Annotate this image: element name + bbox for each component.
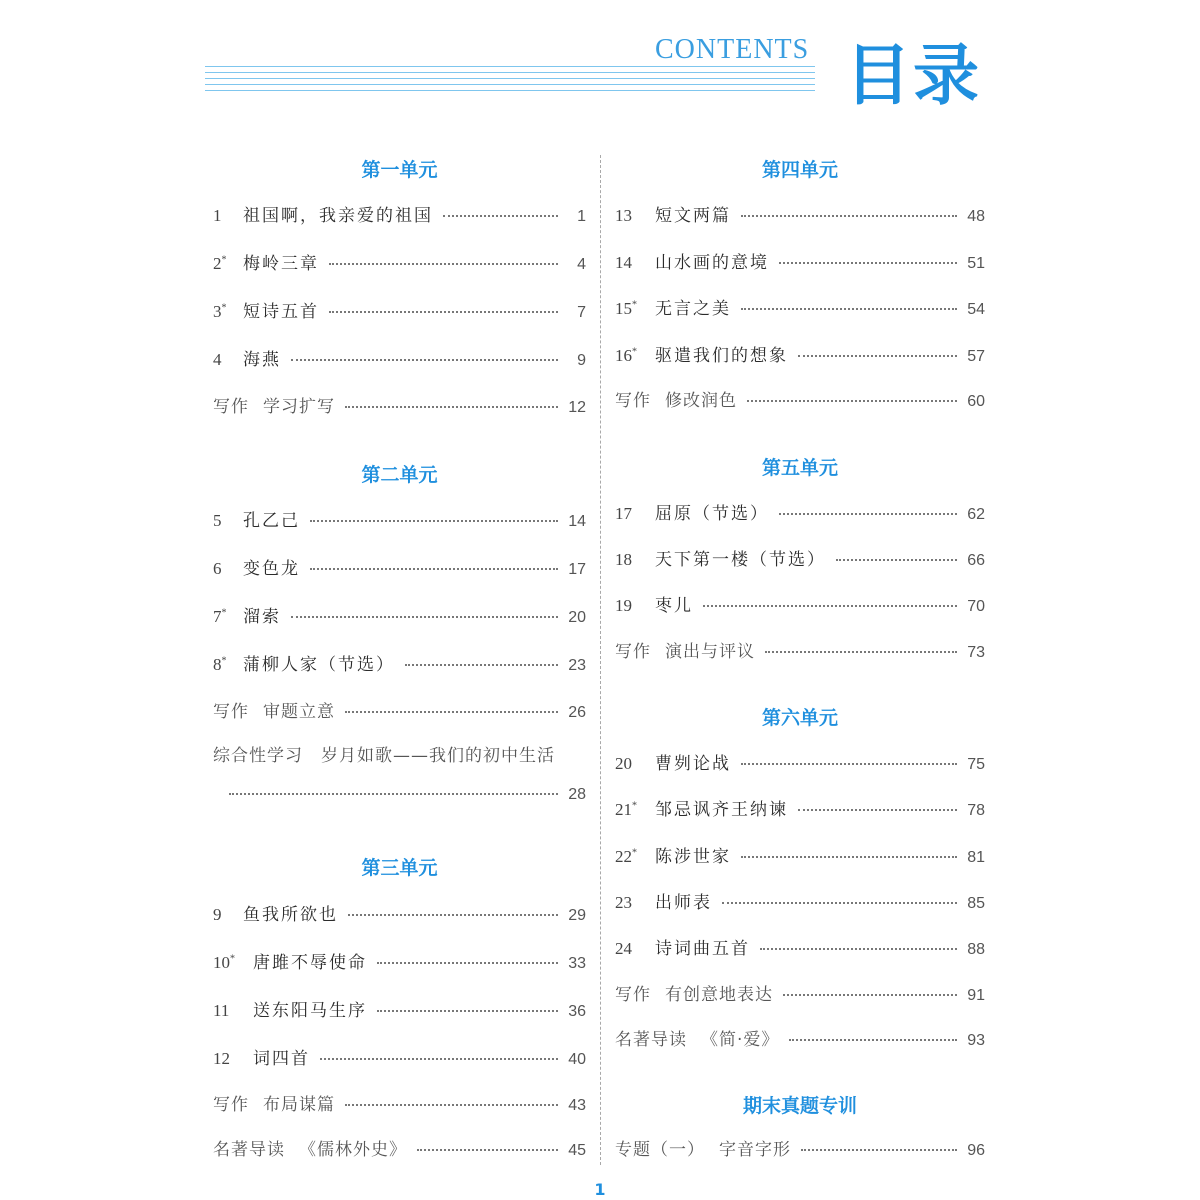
- toc-entry[interactable]: [213, 554, 586, 580]
- entry-title: 祖国啊，我亲爱的祖国: [243, 206, 433, 226]
- entry-title: 鱼我所欲也: [243, 905, 338, 925]
- entry-page: 28: [568, 786, 586, 803]
- entry-tag: 写作: [213, 1095, 249, 1115]
- entry-tag: 名著导读: [213, 1140, 285, 1160]
- dot-leader: [783, 994, 957, 996]
- unit-title: 第二单元: [361, 464, 438, 486]
- dot-leader: [417, 1149, 558, 1151]
- toc-entry[interactable]: [213, 297, 586, 323]
- entry-number-text: 12: [213, 1049, 230, 1068]
- dot-leader: [345, 1104, 558, 1106]
- entry-title: 《儒林外史》: [299, 1140, 407, 1160]
- toc-entry[interactable]: [213, 249, 586, 275]
- dot-leader: [798, 355, 957, 357]
- unit-title: 期末真题专训: [742, 1095, 857, 1117]
- composite-learning-title[interactable]: 综合性学习 岁月如歌——我们的初中生活: [213, 746, 555, 766]
- toc-entry[interactable]: [213, 900, 586, 926]
- entry-number: [615, 504, 655, 524]
- toc-entry[interactable]: [615, 637, 985, 663]
- entry-star: *: [632, 346, 637, 358]
- entry-title: 蒲柳人家（节选）: [243, 655, 395, 675]
- entry-page: 73: [967, 644, 985, 661]
- entry-star: *: [632, 299, 637, 311]
- entry-tag: 写作: [213, 702, 249, 722]
- dot-leader: [747, 400, 957, 402]
- entry-number: [615, 800, 655, 820]
- entry-number: [615, 346, 655, 366]
- toc-entry[interactable]: [213, 1090, 586, 1116]
- dot-leader: [836, 559, 957, 561]
- entry-title: 短诗五首: [243, 302, 319, 322]
- entry-number-text: 17: [615, 504, 632, 523]
- entry-page: 45: [568, 1142, 586, 1159]
- toc-entry[interactable]: [615, 795, 985, 821]
- toc-entry[interactable]: [615, 499, 985, 525]
- entry-tag: 写作: [615, 642, 651, 662]
- dot-leader: [801, 1149, 957, 1151]
- entry-number: [615, 847, 655, 867]
- entry-page: 23: [568, 657, 586, 674]
- dot-leader: [348, 914, 558, 916]
- entry-number: [615, 596, 655, 616]
- dot-leader: [789, 1039, 957, 1041]
- unit-title: 第六单元: [761, 707, 838, 729]
- entry-page: 54: [967, 301, 985, 318]
- toc-entry[interactable]: [615, 201, 985, 227]
- entry-number-text: 1: [213, 206, 222, 225]
- entry-number: [615, 253, 655, 273]
- entry-title: 海燕: [243, 350, 281, 370]
- entry-page: 51: [967, 255, 985, 272]
- entry-number: [615, 550, 655, 570]
- dot-leader: [310, 520, 558, 522]
- entry-star: *: [221, 607, 227, 619]
- entry-title: 词四首: [253, 1049, 310, 1069]
- entry-title: 天下第一楼（节选）: [655, 550, 826, 570]
- entry-star: *: [632, 847, 637, 859]
- unit-title: 第五单元: [761, 457, 838, 479]
- dot-leader: [741, 763, 957, 765]
- entry-title: 《简·爱》: [701, 1030, 780, 1050]
- entry-title: 有创意地表达: [665, 985, 773, 1005]
- entry-number-text: 10: [213, 953, 230, 972]
- entry-page: 7: [577, 304, 586, 321]
- dot-leader: [329, 263, 558, 265]
- toc-entry[interactable]: [615, 545, 985, 571]
- toc-title: 目录: [845, 37, 981, 114]
- header-rule-lines: [205, 66, 815, 96]
- entry-page: 17: [568, 561, 586, 578]
- entry-number: [213, 302, 243, 322]
- entry-number-text: 16: [615, 346, 632, 365]
- entry-title: 诗词曲五首: [655, 939, 750, 959]
- entry-tag: 写作: [213, 397, 249, 417]
- toc-entry[interactable]: [615, 888, 985, 914]
- entry-title: 审题立意: [263, 702, 335, 722]
- entry-title: 字音字形: [719, 1140, 791, 1160]
- dot-leader: [229, 793, 558, 795]
- entry-star: *: [221, 655, 227, 667]
- dot-leader: [291, 359, 558, 361]
- entry-number-text: 24: [615, 939, 632, 958]
- entry-title: 梅岭三章: [243, 254, 319, 274]
- entry-number: [213, 953, 253, 973]
- entry-title: 溜索: [243, 607, 281, 627]
- entry-number-text: 18: [615, 550, 632, 569]
- toc-entry[interactable]: [213, 201, 586, 227]
- entry-number-text: 13: [615, 206, 632, 225]
- entry-number-text: 21: [615, 800, 632, 819]
- toc-entry[interactable]: [213, 506, 586, 532]
- entry-page: 48: [967, 208, 985, 225]
- toc-entry[interactable]: [213, 996, 586, 1022]
- entry-page: 96: [967, 1142, 985, 1159]
- dot-leader: [377, 962, 558, 964]
- toc-entry[interactable]: [213, 1135, 586, 1161]
- toc-entry[interactable]: [615, 341, 985, 367]
- entry-page: 26: [568, 704, 586, 721]
- entry-tag: 写作: [615, 391, 651, 411]
- toc-entry[interactable]: [615, 1135, 985, 1161]
- toc-entry[interactable]: [213, 948, 586, 974]
- dot-leader: [320, 1058, 558, 1060]
- dot-leader: [779, 262, 957, 264]
- unit-title: 第三单元: [361, 857, 438, 879]
- entry-number-text: 19: [615, 596, 632, 615]
- entry-tag: 写作: [615, 985, 651, 1005]
- entry-page: 43: [568, 1097, 586, 1114]
- entry-page: 88: [967, 941, 985, 958]
- toc-entry[interactable]: [213, 697, 586, 723]
- unit-title: 第一单元: [361, 159, 438, 181]
- toc-entry[interactable]: [615, 842, 985, 868]
- entry-page: 1: [577, 208, 586, 225]
- dot-leader: [310, 568, 558, 570]
- toc-entry[interactable]: [615, 934, 985, 960]
- dot-leader: [741, 215, 957, 217]
- entry-page: 14: [568, 513, 586, 530]
- toc-entry[interactable]: [213, 392, 586, 418]
- entry-number: [213, 1049, 253, 1069]
- entry-title: 枣儿: [655, 596, 693, 616]
- entry-page: 57: [967, 348, 985, 365]
- dot-leader: [760, 948, 957, 950]
- entry-title: 演出与评议: [665, 642, 755, 662]
- entry-number-text: 11: [213, 1001, 230, 1020]
- entry-number-text: 14: [615, 253, 632, 272]
- entry-number: [615, 754, 655, 774]
- entry-number-text: 9: [213, 905, 222, 924]
- entry-page: 12: [568, 399, 586, 416]
- page-number: 1: [594, 1180, 606, 1199]
- toc-entry[interactable]: [615, 749, 985, 775]
- entry-title: 修改润色: [665, 391, 737, 411]
- toc-entry[interactable]: [615, 386, 985, 412]
- dot-leader: [443, 215, 558, 217]
- entry-title: 出师表: [655, 893, 712, 913]
- toc-entry[interactable]: [615, 294, 985, 320]
- column-divider: [600, 155, 601, 1165]
- entry-number: [615, 206, 655, 226]
- entry-number: [213, 607, 243, 627]
- dot-leader: [345, 711, 558, 713]
- entry-title: 短文两篇: [655, 206, 731, 226]
- entry-page: 81: [967, 849, 985, 866]
- toc-entry[interactable]: [213, 345, 586, 371]
- entry-title: 孔乙己: [243, 511, 300, 531]
- entry-page: 9: [577, 352, 586, 369]
- dot-leader: [377, 1010, 558, 1012]
- entry-number: [213, 559, 243, 579]
- entry-page: 62: [967, 506, 985, 523]
- entry-title: 变色龙: [243, 559, 300, 579]
- entry-number-text: 23: [615, 893, 632, 912]
- entry-number-text: 2: [213, 254, 222, 273]
- entry-page: 33: [568, 955, 586, 972]
- dot-leader: [722, 902, 957, 904]
- dot-leader: [405, 664, 558, 666]
- entry-number: [213, 1001, 253, 1021]
- entry-number: [213, 905, 243, 925]
- entry-page: 40: [568, 1051, 586, 1068]
- entry-page: 36: [568, 1003, 586, 1020]
- entry-number-text: 8: [213, 655, 222, 674]
- entry-title: 无言之美: [655, 299, 731, 319]
- entry-title: 驱遣我们的想象: [655, 346, 788, 366]
- dot-leader: [741, 856, 957, 858]
- dot-leader: [779, 513, 957, 515]
- toc-entry[interactable]: [213, 602, 586, 628]
- dot-leader: [741, 308, 957, 310]
- dot-leader: [345, 406, 558, 408]
- entry-number-text: 22: [615, 847, 632, 866]
- entry-title: 布局谋篇: [263, 1095, 335, 1115]
- entry-title: 唐雎不辱使命: [253, 953, 367, 973]
- entry-page: 66: [967, 552, 985, 569]
- dot-leader: [765, 651, 957, 653]
- entry-star: *: [632, 800, 637, 812]
- contents-label: CONTENTS: [655, 34, 810, 65]
- entry-page: 4: [577, 256, 586, 273]
- entry-page: 70: [967, 598, 985, 615]
- entry-number-text: 20: [615, 754, 632, 773]
- entry-star: *: [230, 953, 235, 965]
- entry-number: [615, 939, 655, 959]
- toc-entry[interactable]: [213, 650, 586, 676]
- entry-page: 91: [967, 987, 985, 1004]
- entry-number-text: 6: [213, 559, 222, 578]
- entry-number: [615, 893, 655, 913]
- entry-page: 75: [967, 756, 985, 773]
- entry-title: 山水画的意境: [655, 253, 769, 273]
- entry-number-text: 5: [213, 511, 222, 530]
- entry-star: *: [221, 302, 227, 314]
- entry-title: 邹忌讽齐王纳谏: [655, 800, 788, 820]
- entry-star: *: [221, 254, 227, 266]
- toc-entry[interactable]: [615, 1025, 985, 1051]
- unit-title: 第四单元: [761, 159, 838, 181]
- toc-entry[interactable]: [615, 591, 985, 617]
- entry-page: 29: [568, 907, 586, 924]
- entry-number: [213, 350, 243, 370]
- entry-tag: 名著导读: [615, 1030, 687, 1050]
- entry-page: 60: [967, 393, 985, 410]
- toc-entry[interactable]: [615, 980, 985, 1006]
- entry-number: [213, 254, 243, 274]
- entry-title: 曹刿论战: [655, 754, 731, 774]
- entry-number-text: 7: [213, 607, 222, 626]
- entry-number: [213, 206, 243, 226]
- entry-page: 85: [967, 895, 985, 912]
- dot-leader: [291, 616, 558, 618]
- composite-learning-page-row[interactable]: [213, 786, 586, 812]
- toc-entry[interactable]: [213, 1044, 586, 1070]
- entry-number-text: 15: [615, 299, 632, 318]
- dot-leader: [329, 311, 558, 313]
- entry-number: [615, 299, 655, 319]
- toc-entry[interactable]: [615, 248, 985, 274]
- entry-page: 78: [967, 802, 985, 819]
- entry-page: 20: [568, 609, 586, 626]
- dot-leader: [798, 809, 957, 811]
- dot-leader: [703, 605, 957, 607]
- entry-title: 陈涉世家: [655, 847, 731, 867]
- entry-page: 93: [967, 1032, 985, 1049]
- entry-number: [213, 511, 243, 531]
- entry-tag: 专题（一）: [615, 1140, 705, 1160]
- entry-title: 学习扩写: [263, 397, 335, 417]
- entry-number-text: 3: [213, 302, 222, 321]
- entry-number: [213, 655, 243, 675]
- entry-number-text: 4: [213, 350, 222, 369]
- entry-title: 屈原（节选）: [655, 504, 769, 524]
- entry-title: 送东阳马生序: [253, 1001, 367, 1021]
